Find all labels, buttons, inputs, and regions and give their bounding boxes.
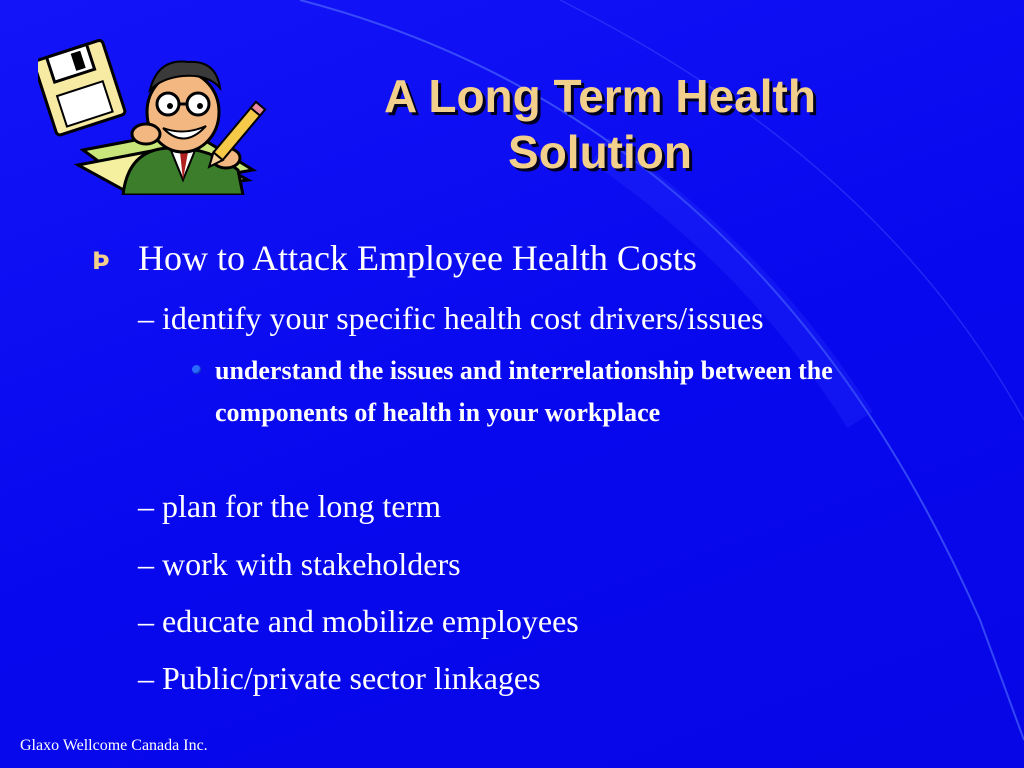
slide-title <box>250 68 950 180</box>
footer-company: Glaxo Wellcome Canada Inc. <box>20 737 208 754</box>
slide-title-line-2: Solution <box>508 126 692 178</box>
sub-point: – plan for the long term <box>138 488 442 524</box>
main-point: How to Attack Employee Health Costs <box>138 238 697 278</box>
sub-point: – Public/private sector linkages <box>138 660 541 696</box>
sub-point: – identify your specific health cost drivers/issues <box>138 300 764 336</box>
businessman-clipart-icon <box>38 30 268 195</box>
sub-point: – work with stakeholders <box>138 546 461 582</box>
detail-point: understand the issues and interrelationship between the components of health in your workplace <box>215 356 833 427</box>
slide-title-line-1: A Long Term Health <box>384 70 816 122</box>
main-bullet-icon: Þ <box>92 247 110 275</box>
sub-point: – educate and mobilize employees <box>138 603 579 639</box>
detail-bullet-icon <box>192 365 201 374</box>
